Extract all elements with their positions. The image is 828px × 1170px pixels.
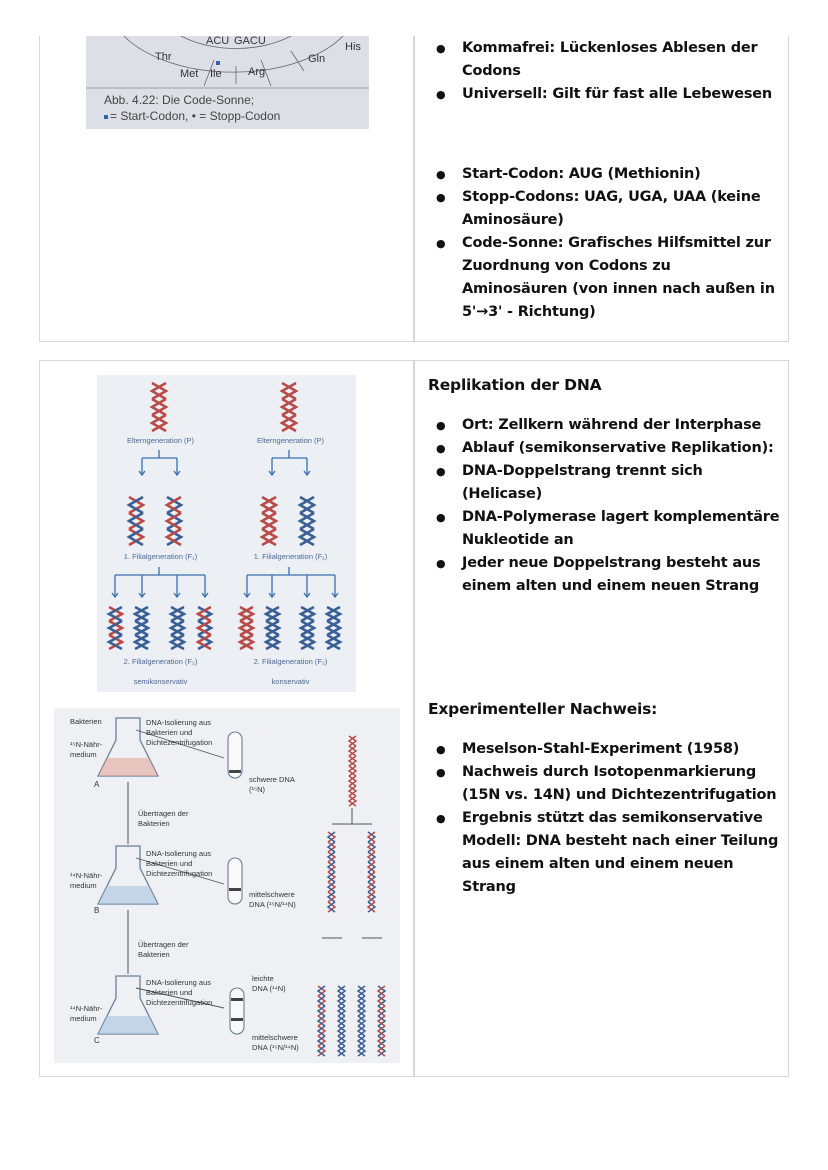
medium-14n-b-line1: ¹⁴N-Nähr- <box>70 871 103 880</box>
code-sun-caption-line2: = Start-Codon, • = Stopp-Codon <box>110 109 281 123</box>
transfer-line2: Bakterien <box>138 819 170 828</box>
list-item: ● Meselson-Stahl-Experiment (1958) <box>462 738 780 761</box>
iso-line3: Dichtezentrifugation <box>146 738 213 747</box>
medium-dna-line1: mittelschwere <box>249 890 295 899</box>
medium-15n-line1: ¹⁵N-Nähr- <box>70 740 103 749</box>
stage-c-label: C <box>94 1036 100 1045</box>
amino-his: His <box>345 41 361 53</box>
isolation-label-a <box>146 718 212 748</box>
amino-ile: Ile <box>210 68 222 80</box>
medium-14n-c-line2: medium <box>70 1014 97 1023</box>
dna-band <box>231 1018 243 1021</box>
codon-label-gacu: GACU <box>234 36 266 47</box>
card-divider <box>413 361 415 1076</box>
dna-band <box>229 888 241 891</box>
transfer-line2: Bakterien <box>138 950 170 959</box>
list-item: ● Code-Sonne: Grafisches Hilfsmittel zur Zuordnung von Codons zu Aminosäuren (von innen nach außen in 5'→3' - Richtung) <box>462 232 778 324</box>
list-item: ● DNA-Doppelstrang trennt sich (Helicase) <box>462 460 780 506</box>
medium-14n-c-line1: ¹⁴N-Nähr- <box>70 1004 103 1013</box>
medium-dna-label-c <box>252 1033 299 1053</box>
right-f2-label: 2. Filialgeneration (F₂) <box>253 657 328 666</box>
medium-14n-b-line2: medium <box>70 881 97 890</box>
medium-dna-c-line1: mittelschwere <box>252 1033 298 1042</box>
experiment-notes <box>428 698 780 899</box>
list-item: ● Universell: Gilt für fast alle Lebewesen <box>462 83 778 106</box>
medium-15n-line2: medium <box>70 750 97 759</box>
amino-met: Met <box>180 68 199 80</box>
iso-line1: DNA-Isolierung aus <box>146 718 212 727</box>
list-item: ● Ort: Zellkern während der Interphase <box>462 414 780 437</box>
transfer-line1: Übertragen der <box>138 809 189 818</box>
transfer-line1: Übertragen der <box>138 940 189 949</box>
replication-list <box>428 414 780 598</box>
conservative-caption: konservativ <box>271 677 310 686</box>
card-genetic-code <box>39 36 789 342</box>
heavy-dna-label <box>249 775 295 795</box>
replication-models-photo <box>97 375 356 692</box>
iso-line2: Bakterien und <box>146 728 193 737</box>
left-f2-label: 2. Filialgeneration (F₂) <box>123 657 198 666</box>
stage-a-label: A <box>94 780 100 789</box>
medium-14n-label-b <box>70 871 102 891</box>
bacteria-label: Bakterien <box>70 717 102 726</box>
amino-arg: Arg <box>248 66 266 78</box>
amino-gln: Gln <box>308 53 326 65</box>
right-f1-label: 1. Filialgeneration (F₁) <box>253 552 328 561</box>
test-tube-icon <box>230 988 244 1034</box>
isolation-label-c <box>146 978 212 1008</box>
isolation-label-b <box>146 849 212 879</box>
transfer-label-2 <box>138 940 188 960</box>
light-dna-label <box>252 974 286 994</box>
stage-b-label: B <box>94 906 100 915</box>
medium-dna-label-b <box>249 890 296 910</box>
experiment-list <box>428 738 780 899</box>
heavy-line1: schwere DNA <box>249 775 295 784</box>
dna-band <box>229 770 241 773</box>
semiconservative-caption: semikonservativ <box>133 677 188 686</box>
code-sun-photo <box>86 36 369 129</box>
list-item: ● DNA-Polymerase lagert komplementäre Nukleotide an <box>462 506 780 552</box>
list-item: ● Ergebnis stützt das semikonservative Modell: DNA besteht nach einer Teilung aus einem alten und einem neuen Strang <box>462 807 780 899</box>
iso-line1: DNA-Isolierung aus <box>146 978 212 987</box>
flask-medium <box>98 758 158 776</box>
codon-facts-list <box>428 163 778 324</box>
list-item: ● Ablauf (semikonservative Replikation): <box>462 437 780 460</box>
left-parent-label: Elterngeneration (P) <box>126 436 195 445</box>
list-item: ● Stopp-Codons: UAG, UGA, UAA (keine Aminosäure) <box>462 186 778 232</box>
transfer-label-1 <box>138 809 188 829</box>
iso-line2: Bakterien und <box>146 988 193 997</box>
replication-notes <box>428 374 780 598</box>
medium-dna-c-line2: DNA (¹⁵N/¹⁴N) <box>252 1043 299 1052</box>
meselson-stahl-photo <box>54 708 400 1063</box>
card-divider <box>413 36 415 341</box>
right-parent-label: Elterngeneration (P) <box>256 436 325 445</box>
meselson-stahl-figure <box>54 708 400 1063</box>
light-line2: DNA (¹⁴N) <box>252 984 286 993</box>
genetic-code-notes <box>428 37 778 324</box>
code-sun-caption-line2-wrap <box>104 109 280 123</box>
medium-dna-line2: DNA (¹⁵N/¹⁴N) <box>249 900 296 909</box>
start-codon-marker-icon <box>104 115 108 119</box>
iso-line3: Dichtezentrifugation <box>146 998 213 1007</box>
amino-thr: Thr <box>155 51 172 63</box>
medium-15n-label <box>70 740 102 760</box>
list-item: ● Kommafrei: Lückenloses Ablesen der Codons <box>462 37 778 83</box>
dna-band <box>231 998 243 1001</box>
code-properties-list <box>428 37 778 106</box>
list-item: ● Jeder neue Doppelstrang besteht aus einem alten und einem neuen Strang <box>462 552 780 598</box>
code-sun-caption-line1: Abb. 4.22: Die Code-Sonne; <box>104 93 255 107</box>
replication-models-figure <box>97 375 356 692</box>
flask-medium <box>98 886 158 904</box>
left-f1-label: 1. Filialgeneration (F₁) <box>123 552 198 561</box>
codon-label-acu: ACU <box>206 36 230 47</box>
flask-medium <box>98 1016 158 1034</box>
iso-line2: Bakterien und <box>146 859 193 868</box>
iso-line3: Dichtezentrifugation <box>146 869 213 878</box>
replication-title: Replikation der DNA <box>428 376 602 394</box>
iso-line1: DNA-Isolierung aus <box>146 849 212 858</box>
card-dna-replication <box>39 360 789 1077</box>
experiment-title: Experimenteller Nachweis: <box>428 700 658 718</box>
medium-14n-label-c <box>70 1004 102 1024</box>
list-item: ● Nachweis durch Isotopenmarkierung (15N vs. 14N) und Dichtezentrifugation <box>462 761 780 807</box>
light-line1: leichte <box>252 974 274 983</box>
list-item: ● Start-Codon: AUG (Methionin) <box>462 163 778 186</box>
test-tube-icon <box>228 858 242 904</box>
heavy-line2: (¹⁵N) <box>249 785 266 794</box>
